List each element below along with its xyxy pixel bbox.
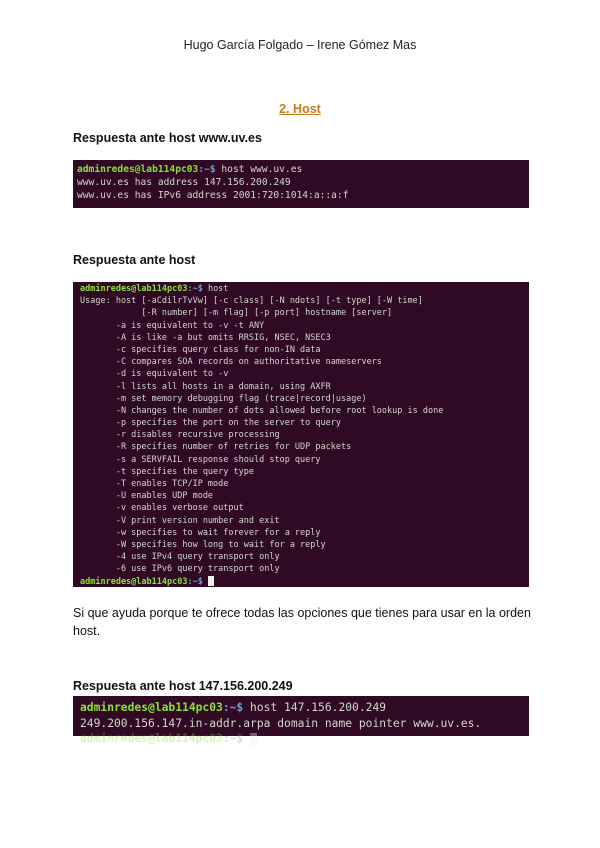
terminal-output-line: -m set memory debugging flag (trace|record|usage) xyxy=(80,393,367,404)
terminal-output-line: -R specifies number of retries for UDP packets xyxy=(80,442,352,453)
terminal-output-line: -s a SERVFAIL response should stop query xyxy=(80,454,321,465)
terminal-output-line: www.uv.es has IPv6 address 2001:720:1014:a::a:f xyxy=(77,190,349,201)
terminal-output-line: -c specifies query class for non-IN data xyxy=(80,344,321,355)
prompt-path: :~$ xyxy=(222,732,251,745)
terminal-command: host xyxy=(202,284,229,294)
terminal-output-line: 249.200.156.147.in-addr.arpa domain name pointer www.uv.es. xyxy=(80,716,482,730)
prompt-user: adminredes@lab114pc03 xyxy=(80,576,188,587)
terminal-output-line: -V print version number and exit xyxy=(80,515,280,526)
prompt-user: adminredes@lab114pc03 xyxy=(80,284,188,294)
document-header-authors: Hugo García Folgado – Irene Gómez Mas xyxy=(183,38,417,52)
prompt-path: :~$ xyxy=(187,576,208,587)
terminal-screenshot-host-reverse xyxy=(73,696,529,745)
terminal-output-line: www.uv.es has address 147.156.200.249 xyxy=(77,177,291,188)
heading-host: Respuesta ante host xyxy=(73,253,196,267)
terminal-command: host www.uv.es xyxy=(215,164,303,175)
prompt-user: adminredes@lab114pc03 xyxy=(80,732,223,745)
terminal-cursor xyxy=(208,576,214,586)
terminal-output-line: Usage: host [-aCdilrTvVw] [-c class] [-N ndots] [-t type] [-W time] xyxy=(80,296,423,307)
terminal-output-line: -w specifies to wait forever for a reply xyxy=(80,527,321,538)
terminal-cursor xyxy=(250,733,257,746)
heading-host-ip: Respuesta ante host 147.156.200.249 xyxy=(73,679,293,693)
terminal-output-line: -r disables recursive processing xyxy=(80,430,280,441)
terminal-output-line: -A is like -a but omits RRSIG, NSEC, NSEC3 xyxy=(80,332,331,343)
prompt-path: :~$ xyxy=(198,164,216,175)
terminal-output-line: -p specifies the port on the server to query xyxy=(80,418,341,429)
terminal-prompt-line xyxy=(73,163,529,176)
terminal-output-line: -d is equivalent to -v xyxy=(80,369,229,380)
terminal-output-line: -6 use IPv6 query transport only xyxy=(80,564,280,575)
terminal-output-line: -C compares SOA records on authoritative nameservers xyxy=(80,357,382,368)
terminal-prompt-line xyxy=(73,283,529,295)
terminal-output-line: [-R number] [-m flag] [-p port] hostname [server] xyxy=(80,308,393,319)
heading-host-www-uv-es: Respuesta ante host www.uv.es xyxy=(73,131,262,145)
terminal-output-line: -a is equivalent to -v -t ANY xyxy=(80,320,265,331)
prompt-path: :~$ xyxy=(222,701,244,714)
prompt-user: adminredes@lab114pc03 xyxy=(80,701,223,714)
terminal-final-prompt xyxy=(73,731,529,747)
terminal-output-line: -N changes the number of dots allowed before root lookup is done xyxy=(80,405,444,416)
terminal-output-line: -4 use IPv4 query transport only xyxy=(80,552,280,563)
terminal-output-line: -t specifies the query type xyxy=(80,466,254,477)
terminal-output-line: -v enables verbose output xyxy=(80,503,244,514)
terminal-output-line: -W specifies how long to wait for a reply xyxy=(80,539,326,550)
terminal-final-prompt xyxy=(73,576,529,588)
terminal-prompt-line xyxy=(73,700,529,716)
comment-paragraph: Si que ayuda porque te ofrece todas las opciones que tienes para usar en la orden host. xyxy=(73,606,531,638)
terminal-output-line: -l lists all hosts in a domain, using AXFR xyxy=(80,381,331,392)
terminal-command: host 147.156.200.249 xyxy=(243,701,387,714)
prompt-user: adminredes@lab114pc03 xyxy=(77,164,199,175)
terminal-output-line: -U enables UDP mode xyxy=(80,491,214,502)
prompt-path: :~$ xyxy=(187,284,203,294)
section-title: 2. Host xyxy=(279,102,321,116)
terminal-output-line: -T enables TCP/IP mode xyxy=(80,479,229,489)
terminal-screenshot-host-usage xyxy=(73,282,529,587)
terminal-screenshot-host-uv xyxy=(73,160,529,208)
